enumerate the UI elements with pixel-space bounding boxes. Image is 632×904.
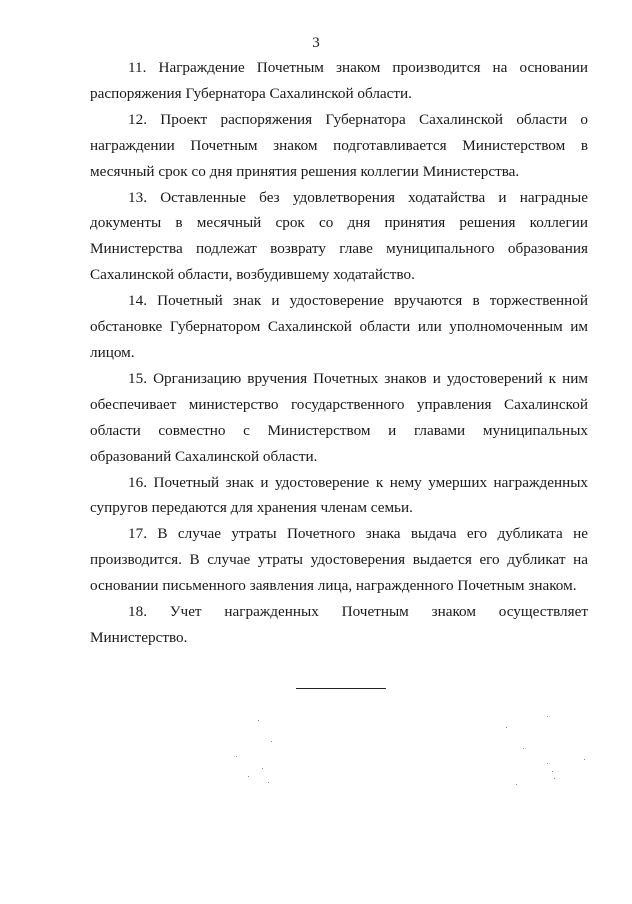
paragraph-14: 14. Почетный знак и удостоверение вручаются в торжественной обстановке Губернатором Сахалинской области или уполномоченным им лицом. [90,292,588,361]
document-body [90,55,588,651]
paragraph-11: 11. Награждение Почетным знаком производится на основании распоряжения Губернатора Сахалинской области. [90,59,588,102]
paragraph-18: 18. Учет награжденных Почетным знаком осуществляет Министерство. [90,603,588,646]
paragraph-13: 13. Оставленные без удовлетворения ходатайства и наградные документы в месячный срок со дня принятия решения коллегии Министерства подлежат возврату главе муниципального образования Сахалинской области, возбудившему ходатайство. [90,188,588,284]
paragraph-12: 12. Проект распоряжения Губернатора Сахалинской области о награждении Почетным знаком подготавливается Министерством в месячный срок со дня принятия решения коллегии Министерства. [90,110,588,180]
paragraph-15: 15. Организацию вручения Почетных знаков и удостоверений к ним обеспечивает министерство государственного управления Сахалинской области совместно с Министерством и главами муниципальных образований Сахалинской области. [90,369,588,465]
separator-line [296,688,386,689]
page-number: 3 [312,35,320,51]
paragraph-16: 16. Почетный знак и удостоверение к нему умерших награжденных супругов передаются для хранения членам семьи. [90,473,588,517]
paragraph-17: 17. В случае утраты Почетного знака выдача его дубликата не производится. В случае утраты удостоверения выдается его дубликат на основании письменного заявления лица, награжденного Почетным знаком. [90,525,588,595]
